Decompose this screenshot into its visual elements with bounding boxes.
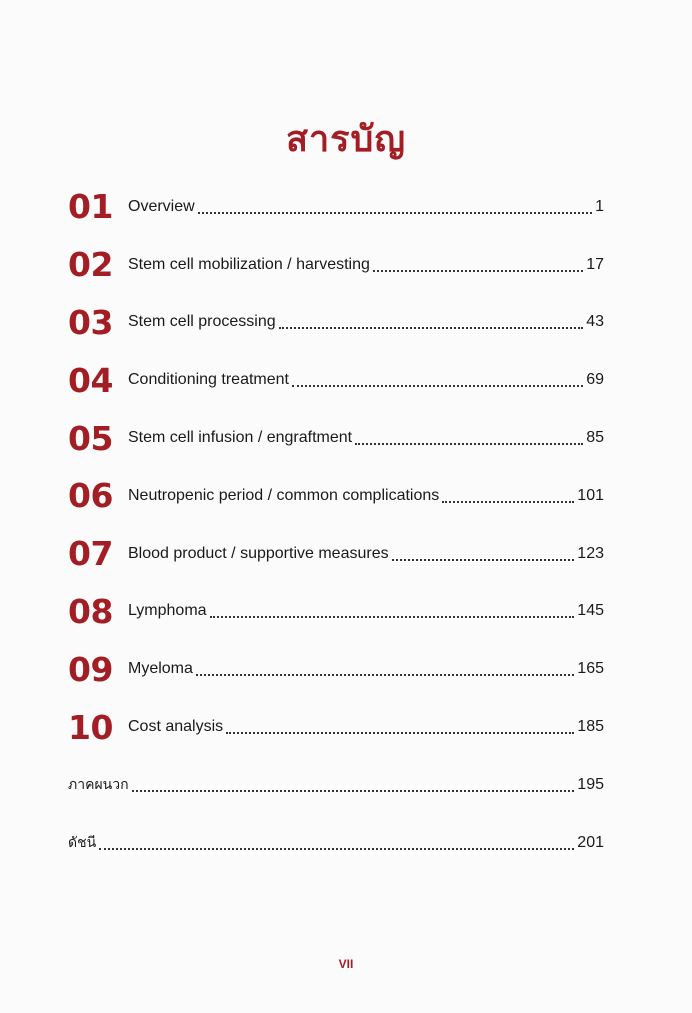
page-number: 165 [577, 660, 604, 678]
chapter-number: 05 [68, 418, 113, 458]
chapter-title: Myeloma [128, 660, 193, 678]
toc-entry-05[interactable] [68, 409, 604, 467]
page-folio: VII [338, 957, 354, 971]
table-of-contents [68, 178, 604, 872]
toc-entry-07[interactable] [68, 525, 604, 583]
chapter-title: Overview [128, 197, 195, 215]
page-number: 145 [577, 602, 604, 620]
chapter-title: Lymphoma [128, 602, 207, 620]
toc-entry-06[interactable] [68, 467, 604, 525]
chapter-title: Stem cell mobilization / harvesting [128, 255, 370, 273]
chapter-number: 02 [68, 245, 113, 285]
dot-leader [442, 501, 574, 503]
chapter-number: 07 [68, 534, 113, 574]
toc-entry-appendix[interactable] [68, 756, 604, 814]
dot-leader [373, 270, 583, 272]
dot-leader [279, 327, 584, 329]
page-number: 101 [577, 486, 604, 504]
dot-leader [292, 385, 583, 387]
dot-leader [226, 732, 574, 734]
toc-entry-10[interactable] [68, 698, 604, 756]
page-number: 17 [586, 255, 604, 273]
chapter-number: 10 [68, 707, 113, 747]
chapter-number: 01 [68, 187, 113, 227]
dot-leader [196, 674, 574, 676]
dot-leader [198, 212, 592, 214]
chapter-title: Stem cell processing [128, 313, 276, 331]
chapter-title: Stem cell infusion / engraftment [128, 429, 353, 447]
page-number: 123 [577, 544, 604, 562]
page-title: สารบัญ [285, 119, 407, 161]
chapter-number: 09 [68, 649, 113, 689]
toc-entry-03[interactable] [68, 294, 604, 352]
toc-entry-04[interactable] [68, 351, 604, 409]
chapter-title: Cost analysis [128, 718, 224, 736]
dot-leader [210, 616, 575, 618]
chapter-number: 06 [68, 476, 113, 516]
chapter-number: 03 [68, 302, 113, 342]
page-number: 195 [577, 775, 604, 793]
dot-leader [392, 559, 575, 561]
chapter-title: Neutropenic period / common complications [128, 486, 440, 504]
toc-entry-index[interactable] [68, 814, 604, 872]
toc-entry-08[interactable] [68, 583, 604, 641]
toc-entry-09[interactable] [68, 640, 604, 698]
page-number: 185 [577, 718, 604, 736]
chapter-title: Blood product / supportive measures [128, 544, 389, 562]
dot-leader [132, 790, 575, 792]
chapter-number: 08 [68, 591, 113, 631]
dot-leader [99, 848, 574, 850]
page-number: 43 [586, 313, 604, 331]
chapter-title: Conditioning treatment [128, 371, 289, 389]
chapter-number: 04 [68, 360, 113, 400]
toc-entry-01[interactable] [68, 178, 604, 236]
page-number: 85 [586, 429, 604, 447]
index-title: ดัชนี [68, 834, 97, 851]
appendix-title: ภาคผนวก [68, 776, 129, 793]
toc-entry-02[interactable] [68, 236, 604, 294]
dot-leader [355, 443, 583, 445]
page-number: 201 [577, 833, 604, 851]
page-number: 69 [586, 371, 604, 389]
page-number: 1 [595, 197, 604, 215]
